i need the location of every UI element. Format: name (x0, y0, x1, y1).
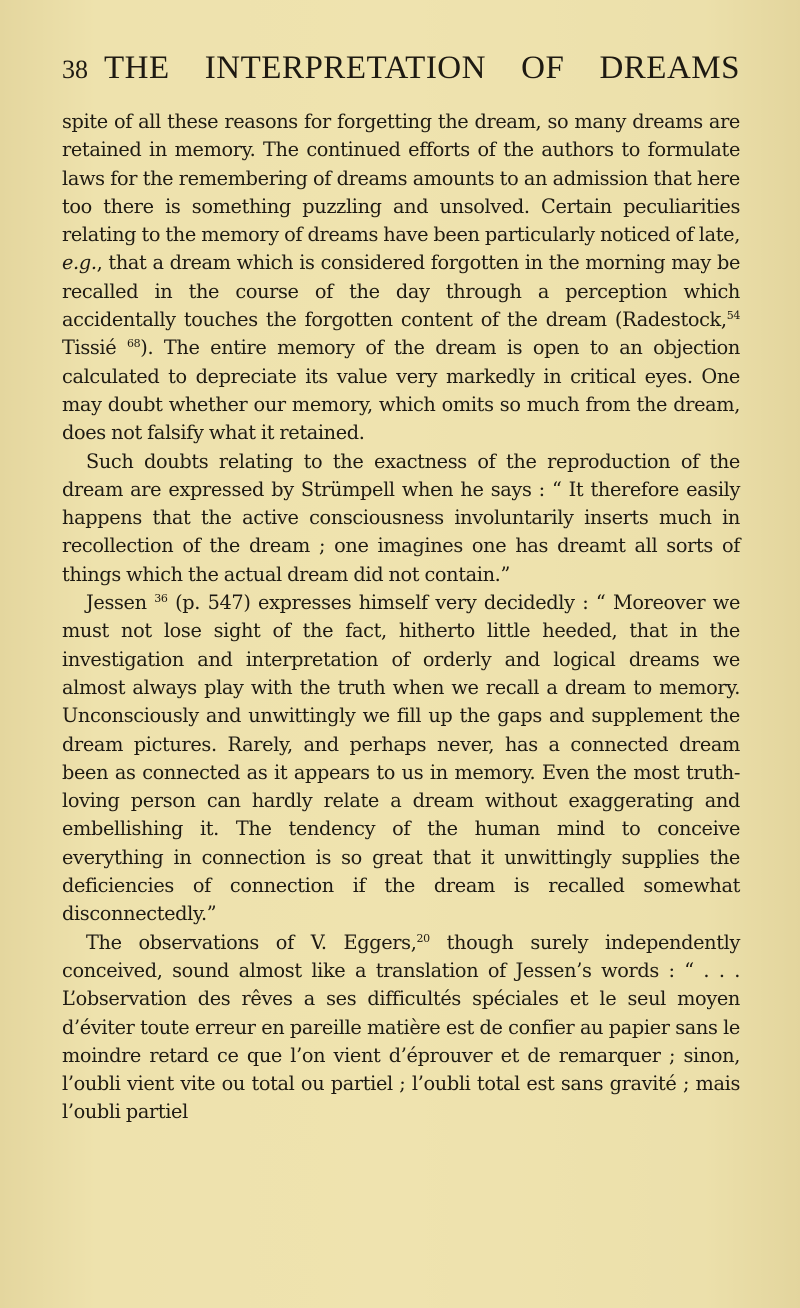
footnote-ref-20: 20 (416, 931, 430, 945)
paragraph-1: spite of all these reasons for forgetting the dream, so many dreams are retained in memory. The continued efforts of the authors to formulate laws for the remembering of dreams amounts to an admission that here too there is something puzzling and unsolved. Certain peculiarities relating to the memory of dreams have been particularly noticed of late, e.g., that a dream which is considered forgotten in the morning may be recalled in the course of the day through a perception which accidentally touches the forgotten content of the dream (Radestock,$^{54}$ Tissié $^{68}$). The entire memory of the dream is open to an objection calculated to depreciate its value very markedly in critical eyes. One may doubt whether our memory, which omits so much from the dream, does not falsify what it retained. (62, 110, 740, 445)
paragraph-3: Jessen $^{36}$ (p. 547) expresses himself very decidedly : “ Moreover we must not lose sight of the fact, hitherto little heeded, that in the investigation and interpretation of orderly and logical dreams we almost always play with the truth when we recall a dream to memory. Unconsciously and unwittingly we fill up the gaps and supplement the dream pictures. Rarely, and perhaps never, has a connected dream been as connected as it appears to us in memory. Even the most truth-loving person can hardly relate a dream without exaggerating and embellishing it. The tendency of the human mind to conceive everything in connection is so great that it unwittingly supplies the deficiencies of connection if the dream is recalled somewhat disconnectedly.” (62, 591, 741, 926)
abbreviation-eg: e.g. (62, 251, 97, 275)
running-title: THE INTERPRETATION OF DREAMS (104, 50, 740, 86)
page-number: 38 (62, 55, 88, 84)
paragraph-2: Such doubts relating to the exactness of the reproduction of the dream are expressed by Strümpell when he says : “ It therefore easily happens that the active consciousness involuntarily inserts much in recollection of the dream ; one imagines one has dreamt all sorts of things which the actual dream did not contain.” (62, 449, 740, 586)
running-header (62, 50, 740, 87)
paragraph-4: The observations of V. Eggers,$^{20}$ though surely independently conceived, sound almost like a translation of Jessen’s words : “ . . . L’observation des rêves a ses difficultés spéciales et le seul moyen d’éviter toute erreur en pareille matière est de confier au papier sans le moindre retard ce que l’on vient d’éprouver et de remarquer ; sinon, l’oubli vient vite ou total ou partiel ; l’oubli total est sans gravité ; mais l’oubli partiel (62, 930, 740, 1124)
footnote-ref-36: 36 (154, 592, 168, 606)
footnote-ref-68: 68 (126, 337, 141, 351)
footnote-ref-54: 54 (726, 309, 740, 323)
body-text (62, 108, 740, 1127)
